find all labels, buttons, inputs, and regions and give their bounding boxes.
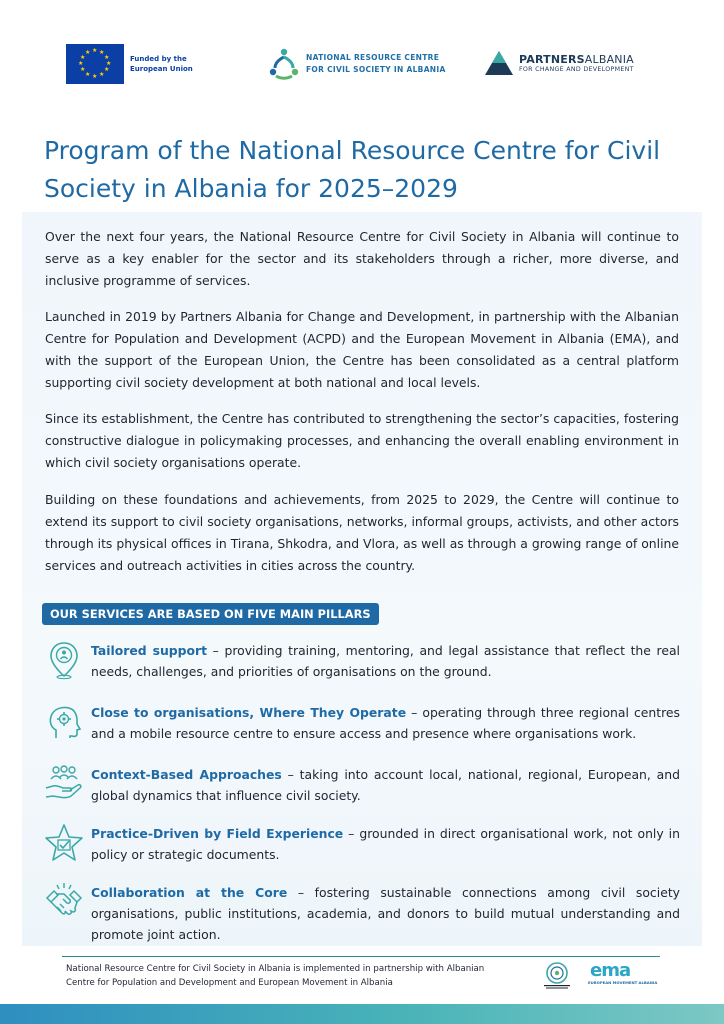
pillar-description: – fostering sustainable connections among civil society organisations, public institutions, academia, and donors to build mutual understanding and promote joint action. [91, 885, 681, 942]
nrc-mark-icon [266, 46, 302, 82]
people-hand-icon [44, 764, 84, 804]
page-title: Program of the National Resource Centre for Civil Society in Albania for 2025–2029 [44, 136, 661, 203]
pillar-description: – taking into account local, national, regional, European, and global dynamics that influence civil society. [91, 767, 680, 803]
eu-flag-icon: ★ ★ ★ ★ ★ ★ ★ ★ ★ ★ ★ ★ [66, 44, 124, 84]
pa-tagline: FOR CHANGE AND DEVELOPMENT [519, 66, 634, 73]
pillar-title: Close to organisations, Where They Operate [91, 705, 407, 720]
footer-divider [62, 956, 660, 957]
pa-name-light: ALBANIA [584, 53, 634, 66]
pillar-title: Tailored support [91, 643, 208, 658]
pillar-item [44, 702, 684, 752]
pillar-item [44, 764, 684, 814]
partners-albania-logo [484, 50, 634, 76]
pillar-title: Context-Based Approaches [91, 767, 282, 782]
intro-paragraph-3: Since its establishment, the Centre has contributed to strengthening the sector’s capacities, fostering constructive dialogue in policymaking processes, and enhancing the overall enabling environment in which civil society organisations operate. [45, 411, 679, 470]
pa-name-bold: PARTNERS [519, 53, 585, 66]
mountain-icon [484, 50, 514, 76]
ema-logo-subtitle: EUROPEAN MOVEMENT ALBANIA [588, 980, 658, 985]
eu-funding-text: Funded by the European Union [130, 55, 193, 73]
acpd-seal-icon [542, 960, 572, 990]
pillar-item [44, 640, 684, 690]
star-check-icon [44, 823, 84, 863]
intro-paragraph-1: Over the next four years, the National Resource Centre for Civil Society in Albania will continue to serve as a key enabler for the sector and its stakeholders through a richer, more diverse, and inclusive programme of services. [45, 229, 679, 288]
pillar-title: Practice-Driven by Field Experience [91, 826, 344, 841]
pillar-description: – grounded in direct organisational work, not only in policy or strategic documents. [91, 826, 680, 862]
eu-funding-logo [66, 44, 200, 84]
pillars-heading: OUR SERVICES ARE BASED ON FIVE MAIN PILLARS [42, 603, 379, 625]
intro-paragraph-4: Building on these foundations and achievements, from 2025 to 2029, the Centre will continue to extend its support to civil society organisations, networks, informal groups, activists, and other actors through its physical offices in Tirana, Shkodra, and Vlora, as well as through a growing range of online services and outreach activities in cities across the country. [45, 492, 679, 573]
nrc-name-line1: NATIONAL RESOURCE CENTRE [306, 53, 440, 62]
pillar-description: – providing training, mentoring, and legal assistance that reflect the real needs, challenges, and priorities of organisations on the ground. [91, 643, 680, 679]
head-gear-icon [44, 702, 84, 742]
location-person-icon [44, 640, 84, 680]
intro-paragraph-2: Launched in 2019 by Partners Albania for Change and Development, in partnership with the Albanian Centre for Population and Development (ACPD) and the European Movement in Albania (EMA), and with the support of the European Union, the Centre has been consolidated as a central platform supporting civil society development at both national and local levels. [45, 309, 679, 390]
nrc-logo [266, 46, 446, 82]
pillar-item [44, 823, 684, 873]
ema-logo: ema [590, 960, 631, 981]
pillar-title: Collaboration at the Core [91, 885, 288, 900]
footer-logos [538, 960, 678, 990]
bottom-color-band [0, 1004, 724, 1024]
header-logos [0, 40, 724, 90]
handshake-icon [44, 882, 84, 922]
pillar-description: – operating through three regional centres and a mobile resource centre to ensure access and presence where organisations work. [91, 705, 680, 741]
footer-text: National Resource Centre for Civil Society in Albania is implemented in partnership with Albanian Centre for Population and Development and European Movement in Albania [66, 964, 485, 988]
pillar-item [44, 882, 684, 946]
nrc-name-line2: FOR CIVIL SOCIETY IN ALBANIA [306, 65, 446, 74]
